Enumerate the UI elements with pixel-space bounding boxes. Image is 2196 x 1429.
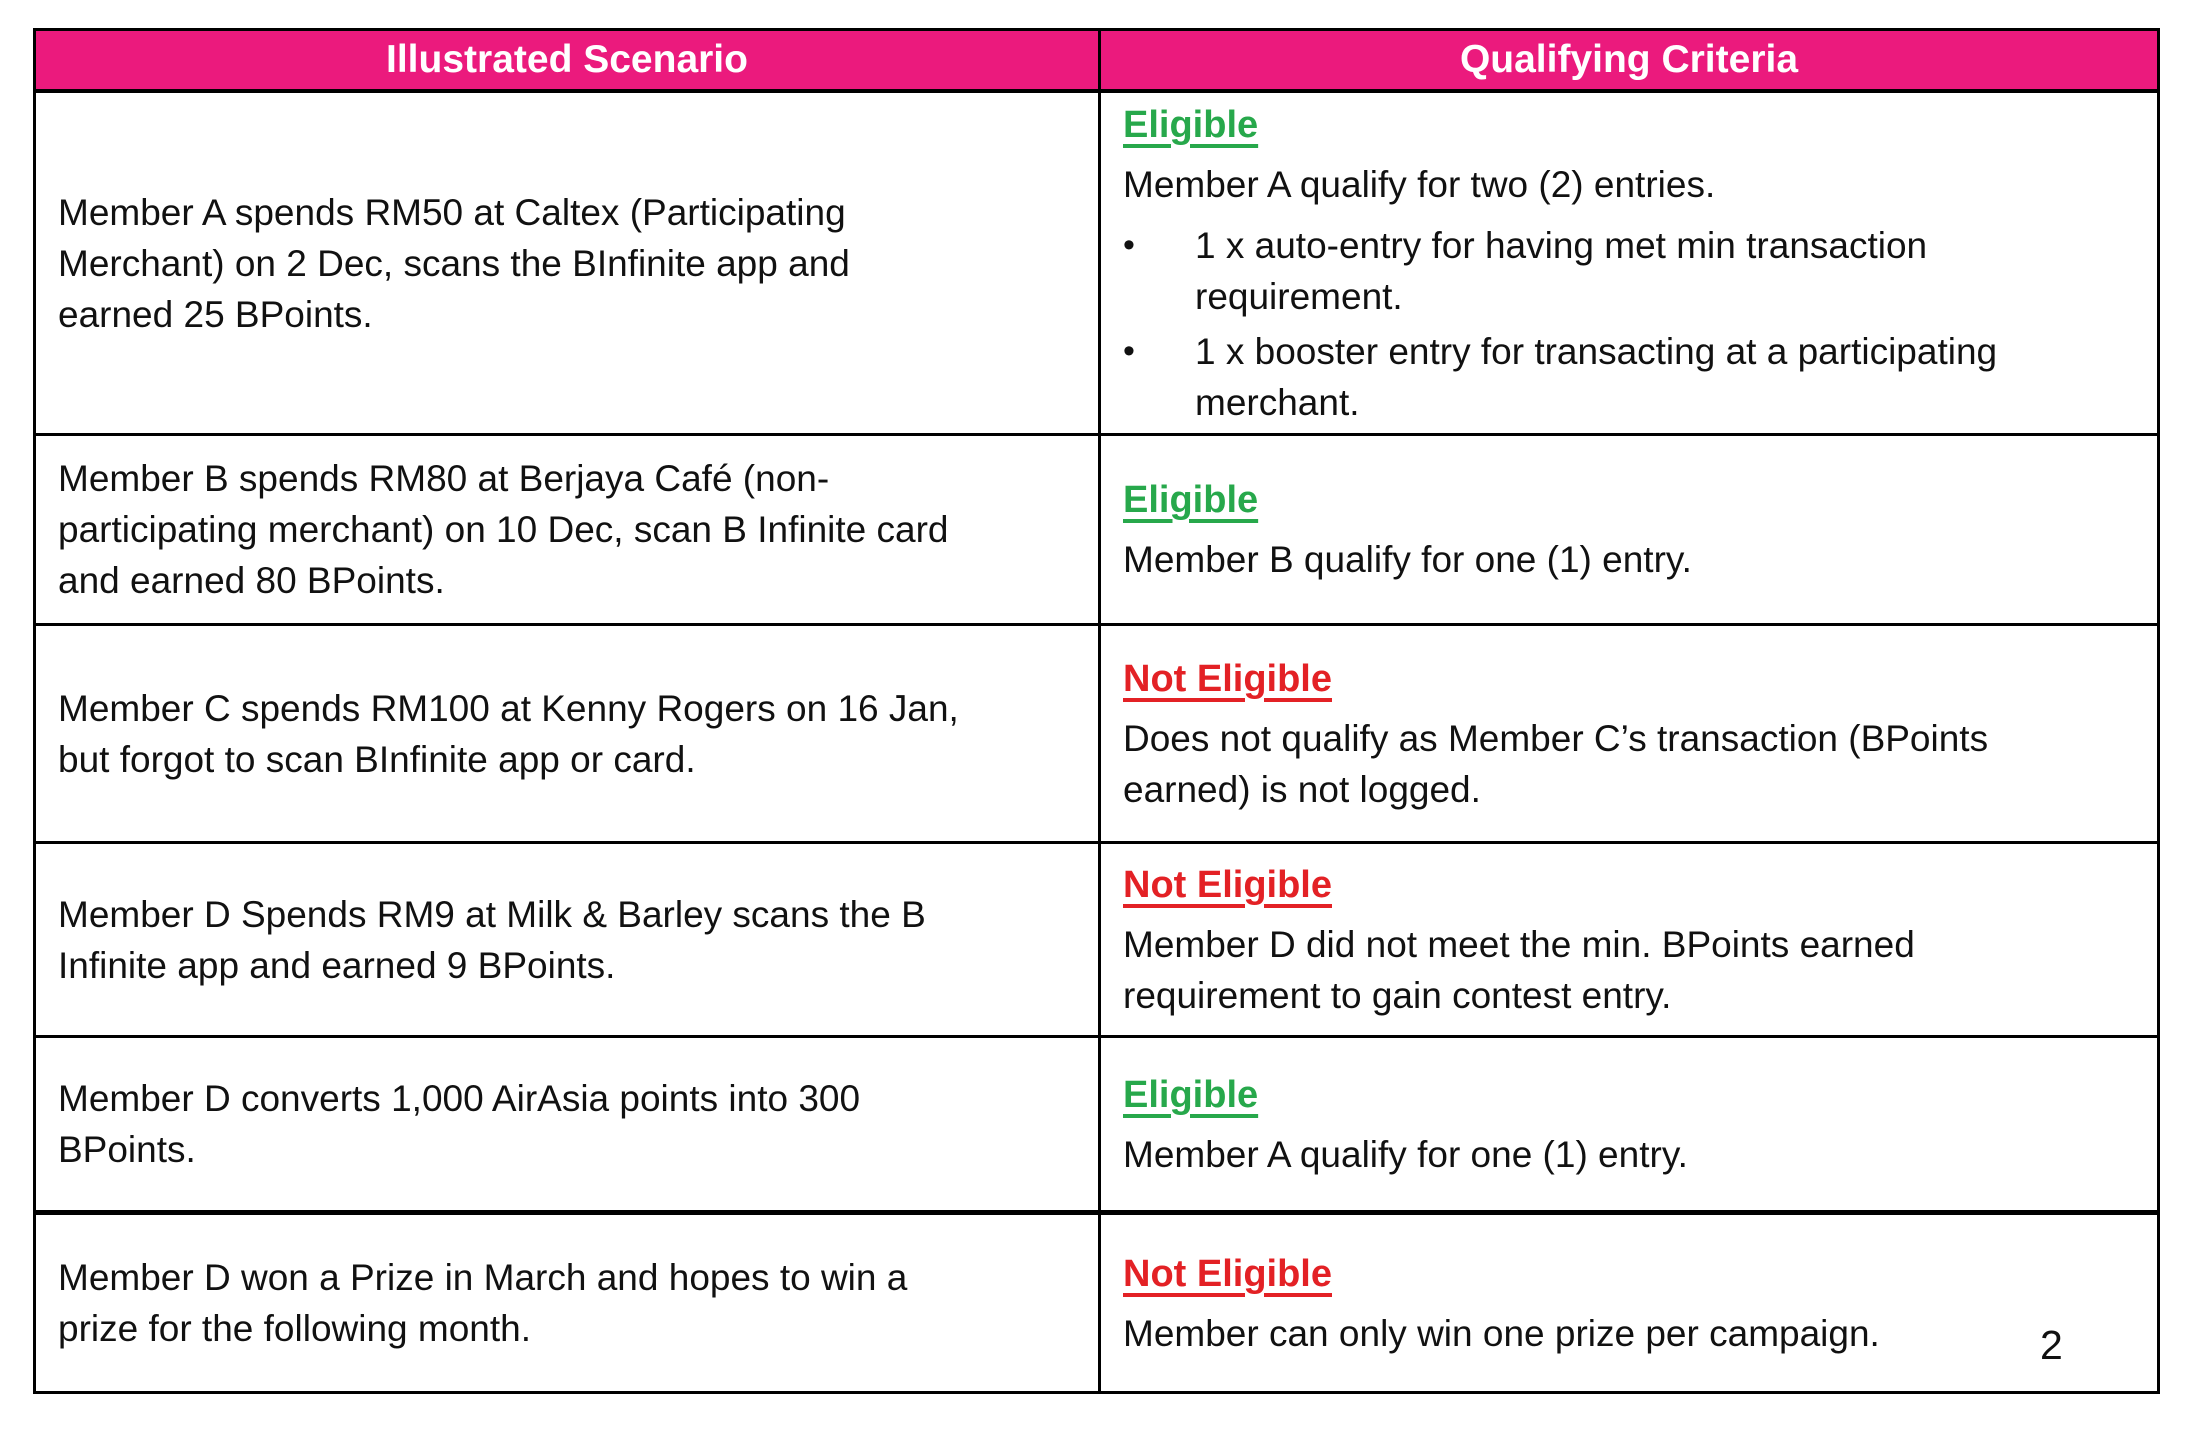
page-number: 2 (2040, 1322, 2063, 1368)
column-header-illustrated-scenario: Illustrated Scenario (36, 31, 1101, 89)
criteria-description: Member D did not meet the min. BPoints earned requirement to gain contest entry. (1123, 923, 1915, 1016)
eligibility-table (33, 28, 2160, 1394)
criteria-cell (1101, 1215, 2157, 1391)
bullet-icon: • (1123, 331, 1135, 370)
bullet-item (1123, 220, 2127, 322)
table-row (36, 844, 2157, 1038)
scenario-cell (36, 1215, 1101, 1391)
scenario-text: Member D won a Prize in March and hopes to win a prize for the following month. (58, 1257, 908, 1349)
scenario-cell (36, 1038, 1101, 1210)
table-row (36, 93, 2157, 436)
criteria-description: Member can only win one prize per campaign. (1123, 1312, 1880, 1354)
status-badge: Not Eligible (1123, 1252, 1332, 1295)
scenario-cell (36, 626, 1101, 841)
criteria-cell (1101, 1038, 2157, 1210)
scenario-cell (36, 93, 1101, 433)
criteria-cell (1101, 93, 2157, 433)
criteria-cell (1101, 436, 2157, 623)
scenario-text: Member B spends RM80 at Berjaya Café (non-participating merchant) on 10 Dec, scan B Infinite card and earned 80 BPoints. (58, 458, 949, 601)
bullet-list (1123, 216, 2127, 428)
scenario-text: Member C spends RM100 at Kenny Rogers on 16 Jan, but forgot to scan BInfinite app or card. (58, 687, 959, 780)
bullet-text: 1 x booster entry for transacting at a participating merchant. (1195, 330, 1998, 423)
status-badge: Not Eligible (1123, 657, 1332, 700)
bullet-text: 1 x auto-entry for having met min transaction requirement. (1195, 224, 1928, 317)
criteria-description: Member B qualify for one (1) entry. (1123, 539, 1692, 580)
scenario-cell (36, 436, 1101, 623)
criteria-description: Member A qualify for one (1) entry. (1123, 1133, 1688, 1175)
status-badge: Not Eligible (1123, 863, 1332, 906)
scenario-cell (36, 844, 1101, 1035)
scenario-text: Member D converts 1,000 AirAsia points into 300 BPoints. (58, 1078, 861, 1170)
status-badge: Eligible (1123, 1073, 1259, 1116)
status-badge: Eligible (1123, 103, 1259, 146)
criteria-description: Does not qualify as Member C’s transaction (BPoints earned) is not logged. (1123, 717, 1989, 810)
bullet-icon: • (1123, 225, 1135, 264)
table-row (36, 1215, 2157, 1391)
column-header-qualifying-criteria: Qualifying Criteria (1101, 31, 2157, 89)
bullet-item (1123, 326, 2127, 428)
table-row (36, 626, 2157, 844)
criteria-description: Member A qualify for two (2) entries. (1123, 163, 1716, 205)
table-row (36, 1038, 2157, 1215)
scenario-text: Member D Spends RM9 at Milk & Barley scans the B Infinite app and earned 9 BPoints. (58, 893, 926, 986)
criteria-cell (1101, 626, 2157, 841)
table-header-row (36, 31, 2157, 93)
scenario-text: Member A spends RM50 at Caltex (Participating Merchant) on 2 Dec, scans the BInfinite app and earned 25 BPoints. (58, 191, 850, 335)
table-row (36, 436, 2157, 626)
status-badge: Eligible (1123, 479, 1259, 521)
criteria-cell (1101, 844, 2157, 1035)
